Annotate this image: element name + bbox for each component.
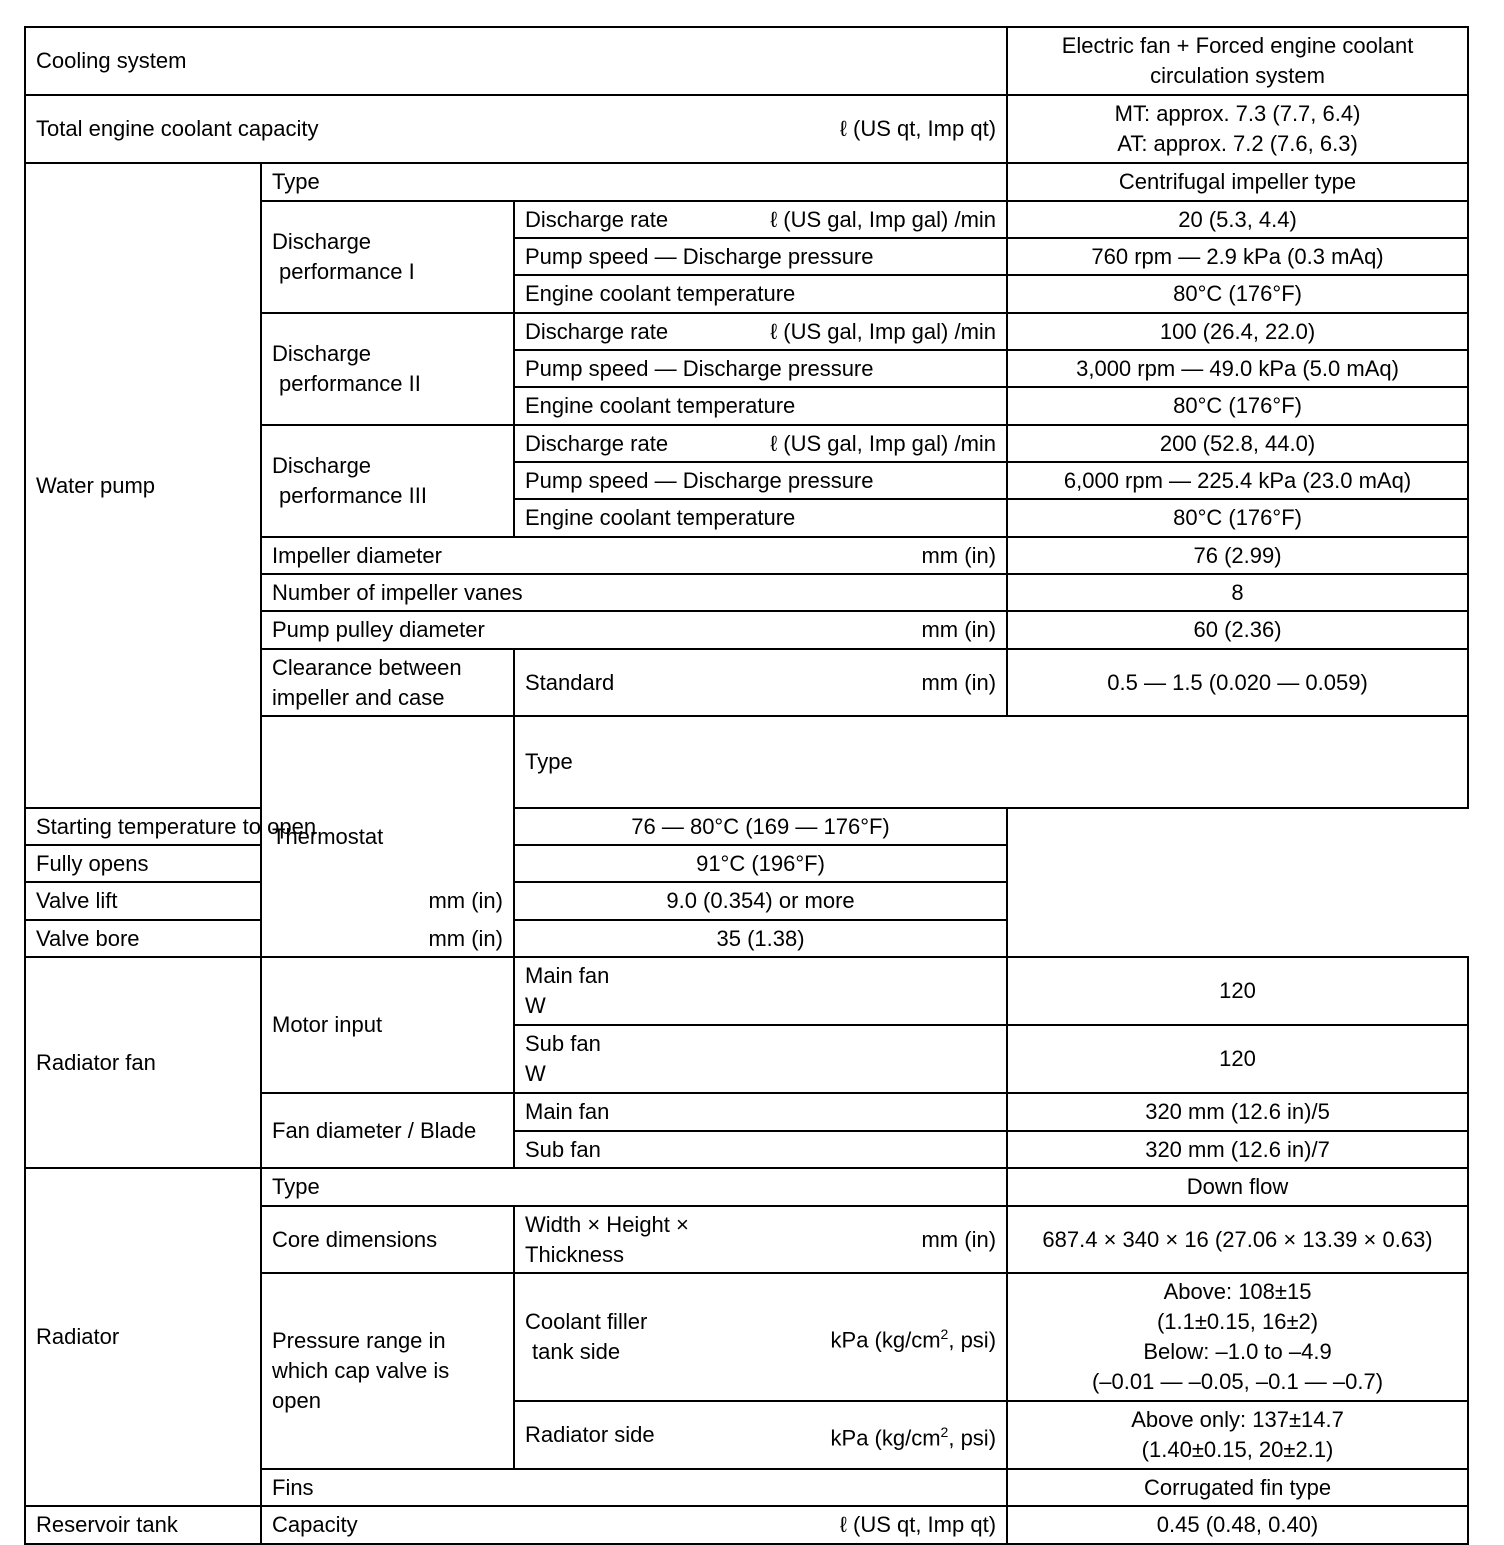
coolant-capacity-cell: [25, 95, 1007, 163]
thermostat-fully-value: 91°C (196°F): [514, 845, 1007, 882]
filler-pressure-unit: [823, 1319, 997, 1355]
reservoir-capacity-cell: [261, 1506, 1007, 1544]
core-sub-line1: Width × Height ×: [525, 1211, 689, 1237]
perf3-rate-value: 200 (52.8, 44.0): [1007, 425, 1468, 462]
cooling-system-row: [25, 27, 1468, 95]
radiator-side-unit: [823, 1417, 997, 1453]
radiator-side-value-line2: (1.40±0.15, 20±2.1): [1141, 1437, 1334, 1462]
pulley-unit: mm (in): [921, 617, 997, 642]
thermostat-start-label: Starting temperature to open: [25, 808, 514, 845]
perf1-label-line1: Discharge: [272, 229, 372, 254]
water-pump-type-row: [25, 163, 1468, 201]
unit-suffix: , psi): [948, 1425, 997, 1451]
filler-tank-label: [525, 1307, 647, 1367]
cooling-system-label: Cooling system: [25, 27, 1007, 95]
cooling-system-value: [1007, 27, 1468, 95]
core-dimensions-sub-cell: [514, 1206, 1007, 1273]
pressure-range-label: [261, 1273, 514, 1469]
perf1-label-line2: performance I: [279, 259, 415, 284]
coolant-capacity-label: Total engine coolant capacity: [36, 116, 319, 141]
perf1-rate-unit: ℓ (US gal, Imp gal) /min: [770, 206, 997, 232]
unit-sup: 2: [940, 1325, 949, 1342]
coolant-capacity-value: [1007, 95, 1468, 163]
clearance-std-cell: [514, 649, 1007, 716]
filler-label-line2: tank side: [532, 1339, 621, 1364]
perf1-rate-value: 20 (5.3, 4.4): [1007, 201, 1468, 238]
perf3-label-line2: performance III: [279, 483, 427, 508]
filler-tank-cell: [514, 1273, 1007, 1401]
fan-main-motor-row: [25, 957, 1468, 1025]
radiator-side-value: [1007, 1401, 1468, 1469]
perf3-temp-label: Engine coolant temperature: [514, 499, 1007, 537]
filler-value-line1: Above: 108±15: [1163, 1279, 1312, 1304]
sub-fan-motor-cell: [514, 1025, 1007, 1093]
impeller-diameter-value: 76 (2.99): [1007, 537, 1468, 574]
core-dimensions-unit: mm (in): [921, 1226, 997, 1252]
clearance-std-label: Standard: [525, 669, 615, 695]
clearance-label: [261, 649, 514, 716]
thermostat-fully-label: Fully opens: [25, 845, 514, 882]
perf2-temp-value: 80°C (176°F): [1007, 387, 1468, 425]
filler-value-line4: (–0.01 — –0.05, –0.1 — –0.7): [1091, 1369, 1384, 1394]
pulley-value: 60 (2.36): [1007, 611, 1468, 649]
core-sub-line2: Thickness: [525, 1241, 625, 1267]
filler-pressure-value: [1007, 1273, 1468, 1401]
perf1-temp-label: Engine coolant temperature: [514, 275, 1007, 313]
perf1-rate-cell: [514, 201, 1007, 238]
thermostat-start-value: 76 — 80°C (169 — 176°F): [514, 808, 1007, 845]
perf2-rate-unit: ℓ (US gal, Imp gal) /min: [770, 318, 997, 344]
thermostat-fully-row: [25, 845, 1468, 882]
thermostat-bore-cell: [25, 920, 514, 957]
perf2-label-line1: Discharge: [272, 341, 372, 366]
motor-input-label: Motor input: [261, 957, 514, 1093]
coolant-capacity-at: AT: approx. 7.2 (7.6, 6.3): [1117, 131, 1358, 156]
radiator-fan-label: Radiator fan: [25, 957, 261, 1168]
radiator-label: Radiator: [25, 1168, 261, 1506]
thermostat-lift-label: Valve lift: [36, 888, 118, 913]
filler-label-line1: Coolant filler: [525, 1309, 648, 1334]
unit-prefix: kPa (kg/cm: [830, 1425, 941, 1451]
thermostat-lift-cell: [25, 882, 514, 920]
perf3-speed-value: 6,000 rpm — 225.4 kPa (23.0 mAq): [1007, 462, 1468, 499]
radiator-side-value-line1: Above only: 137±14.7: [1131, 1407, 1344, 1432]
coolant-capacity-unit: ℓ (US qt, Imp qt): [839, 116, 997, 141]
core-dimensions-sub: [525, 1210, 689, 1270]
perf2-label: [261, 313, 514, 425]
perf2-rate-value: 100 (26.4, 22.0): [1007, 313, 1468, 350]
unit-prefix: kPa (kg/cm: [830, 1327, 941, 1353]
filler-value-line3: Below: –1.0 to –4.9: [1143, 1339, 1332, 1364]
clearance-label-line2: impeller and case: [272, 684, 445, 710]
sub-fan-motor-value: 120: [1007, 1025, 1468, 1093]
perf2-rate-cell: [514, 313, 1007, 350]
perf2-temp-label: Engine coolant temperature: [514, 387, 1007, 425]
perf3-label: [261, 425, 514, 537]
cooling-system-value-line1: Electric fan + Forced engine coolant: [1061, 33, 1414, 58]
reservoir-tank-label: Reservoir tank: [25, 1506, 261, 1544]
vanes-value: 8: [1007, 574, 1468, 611]
thermostat-label: Thermostat: [261, 716, 514, 957]
unit-suffix: , psi): [948, 1327, 997, 1353]
thermostat-lift-value: 9.0 (0.354) or more: [514, 882, 1007, 920]
perf3-speed-label: Pump speed — Discharge pressure: [514, 462, 1007, 499]
reservoir-capacity-unit: ℓ (US qt, Imp qt): [839, 1512, 997, 1537]
sub-fan-motor-label: Sub fan: [525, 1031, 601, 1056]
core-dimensions-value: 687.4 × 340 × 16 (27.06 × 13.39 × 0.63): [1007, 1206, 1468, 1273]
blade-sub-fan-value: 320 mm (12.6 in)/7: [1007, 1131, 1468, 1168]
cooling-specs-table: [24, 26, 1469, 1545]
fins-value: Corrugated fin type: [1007, 1469, 1468, 1506]
perf3-rate-unit: ℓ (US gal, Imp gal) /min: [770, 430, 997, 456]
clearance-unit: mm (in): [921, 669, 997, 695]
impeller-diameter-cell: [261, 537, 1007, 574]
main-fan-motor-unit: W: [525, 993, 546, 1018]
cooling-system-value-line2: circulation system: [1150, 63, 1325, 88]
reservoir-capacity-label: Capacity: [272, 1512, 358, 1537]
perf2-rate-label: Discharge rate: [525, 318, 669, 344]
thermostat-lift-unit: mm (in): [428, 888, 503, 913]
blade-main-fan-label: Main fan: [514, 1093, 1007, 1131]
perf3-label-line1: Discharge: [272, 453, 372, 478]
perf2-speed-value: 3,000 rpm — 49.0 kPa (5.0 mAq): [1007, 350, 1468, 387]
perf3-temp-value: 80°C (176°F): [1007, 499, 1468, 537]
perf1-label: [261, 201, 514, 313]
perf1-speed-label: Pump speed — Discharge pressure: [514, 238, 1007, 275]
fins-label: Fins: [261, 1469, 1007, 1506]
pulley-cell: [261, 611, 1007, 649]
water-pump-type-label: Type: [261, 163, 1007, 201]
main-fan-motor-cell: [514, 957, 1007, 1025]
perf3-rate-cell: [514, 425, 1007, 462]
perf1-temp-value: 80°C (176°F): [1007, 275, 1468, 313]
core-dimensions-label: Core dimensions: [261, 1206, 514, 1273]
coolant-capacity-mt: MT: approx. 7.3 (7.7, 6.4): [1114, 101, 1361, 126]
radiator-side-label: Radiator side: [525, 1421, 655, 1447]
perf1-speed-value: 760 rpm — 2.9 kPa (0.3 mAq): [1007, 238, 1468, 275]
pressure-label-line3: open: [272, 1388, 321, 1413]
perf2-speed-label: Pump speed — Discharge pressure: [514, 350, 1007, 387]
thermostat-bore-unit: mm (in): [428, 925, 503, 951]
thermostat-bore-row: [25, 920, 1468, 957]
filler-value-line2: (1.1±0.15, 16±2): [1156, 1309, 1319, 1334]
clearance-value: 0.5 — 1.5 (0.020 — 0.059): [1007, 649, 1468, 716]
sub-fan-motor-unit: W: [525, 1061, 546, 1086]
thermostat-start-row: [25, 808, 1468, 845]
thermostat-lift-row: [25, 882, 1468, 920]
blade-main-fan-value: 320 mm (12.6 in)/5: [1007, 1093, 1468, 1131]
radiator-type-label: Type: [261, 1168, 1007, 1206]
water-pump-label: Water pump: [25, 163, 261, 808]
thermostat-type-label: Type: [514, 716, 1468, 808]
clearance-label-line1: Clearance between: [272, 654, 462, 680]
vanes-label: Number of impeller vanes: [261, 574, 1007, 611]
coolant-capacity-row: [25, 95, 1468, 163]
impeller-diameter-unit: mm (in): [921, 542, 997, 568]
main-fan-motor-value: 120: [1007, 957, 1468, 1025]
main-fan-motor-label: Main fan: [525, 963, 610, 988]
radiator-type-value: Down flow: [1007, 1168, 1468, 1206]
perf3-rate-label: Discharge rate: [525, 430, 669, 456]
pressure-label-line2: which cap valve is: [272, 1358, 450, 1383]
thermostat-bore-label: Valve bore: [36, 925, 140, 951]
reservoir-row: [25, 1506, 1468, 1544]
perf1-rate-label: Discharge rate: [525, 206, 669, 232]
radiator-type-row: [25, 1168, 1468, 1206]
reservoir-capacity-value: 0.45 (0.48, 0.40): [1007, 1506, 1468, 1544]
thermostat-bore-value: 35 (1.38): [514, 920, 1007, 957]
blade-sub-fan-label: Sub fan: [514, 1131, 1007, 1168]
impeller-diameter-label: Impeller diameter: [272, 542, 442, 568]
pressure-label-line1: Pressure range in: [272, 1328, 446, 1353]
pulley-label: Pump pulley diameter: [272, 617, 485, 642]
radiator-side-cell: [514, 1401, 1007, 1469]
fan-blade-label: Fan diameter / Blade: [261, 1093, 514, 1168]
perf2-label-line2: performance II: [279, 371, 421, 396]
water-pump-type-value: Centrifugal impeller type: [1007, 163, 1468, 201]
unit-sup: 2: [940, 1423, 949, 1440]
